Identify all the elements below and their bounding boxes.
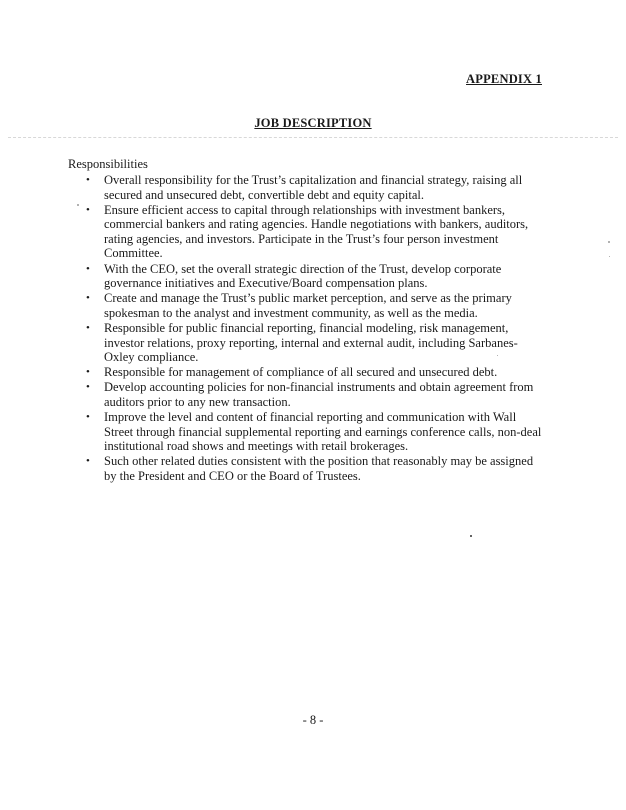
bullet-icon: •: [86, 262, 90, 275]
list-item: [84, 203, 544, 261]
bullet-icon: •: [86, 174, 90, 186]
section-heading-responsibilities: Responsibilities: [68, 157, 148, 171]
bullet-icon: •: [86, 321, 90, 334]
list-item-text: Such other related duties consistent with the position that reasonably may be assigned by the President and CEO or the Board of Trustees.: [104, 454, 534, 483]
list-item-text: Improve the level and content of financial reporting and communication with Wall Street through financial supplemental reporting and earnings conference calls, non-deal institutional road shows and meetings with retail brokerages.: [104, 410, 542, 454]
bullet-icon: •: [86, 455, 90, 468]
list-item-text: With the CEO, set the overall strategic direction of the Trust, develop corporate governance initiatives and Executive/Board compensation plans.: [104, 261, 502, 291]
list-item: [84, 262, 544, 291]
appendix-label: APPENDIX 1: [466, 72, 542, 86]
bullet-icon: •: [86, 366, 90, 379]
list-item-text: Create and manage the Trust’s public market perception, and serve as the primary spokesman to the analyst and investment community, as well as the media.: [104, 291, 512, 320]
scan-speck: [77, 204, 79, 206]
page-number: - 8 -: [302, 713, 324, 727]
bullet-icon: •: [86, 411, 90, 423]
bullet-icon: •: [86, 203, 90, 216]
list-item: [84, 291, 544, 320]
list-item-text: Ensure efficient access to capital through relationships with investment bankers, commercial bankers and rating agencies. Handle negotiations with bankers, auditors, rating agencies, and investors. Participate in the Trust’s four person investment Committee.: [104, 202, 529, 261]
bullet-icon: •: [86, 292, 90, 305]
list-item: [84, 380, 544, 409]
scan-speck: [470, 535, 472, 537]
list-item: [84, 410, 544, 454]
list-item-text: Develop accounting policies for non-financial instruments and obtain agreement from auditors prior to any new transaction.: [104, 380, 534, 409]
scan-artifact-line: [8, 137, 618, 138]
document-title: JOB DESCRIPTION: [254, 116, 372, 130]
responsibilities-list: [84, 173, 544, 484]
list-item-text: Responsible for public financial reporting, financial modeling, risk management, investor relations, proxy reporting, internal and external audit, including Sarbanes-Oxley compliance.: [104, 320, 518, 365]
scan-speck: [609, 256, 610, 257]
list-item-text: Responsible for management of compliance of all secured and unsecured debt.: [104, 365, 498, 380]
list-item-text: Overall responsibility for the Trust’s capitalization and financial strategy, raising all secured and unsecured debt, convertible debt and equity capital.: [104, 173, 523, 202]
scan-speck: [608, 241, 610, 243]
bullet-icon: •: [86, 381, 90, 394]
list-item: [84, 321, 544, 365]
list-item: [84, 454, 544, 483]
list-item: [84, 173, 544, 202]
list-item: [84, 365, 544, 380]
scan-speck: [497, 355, 498, 356]
